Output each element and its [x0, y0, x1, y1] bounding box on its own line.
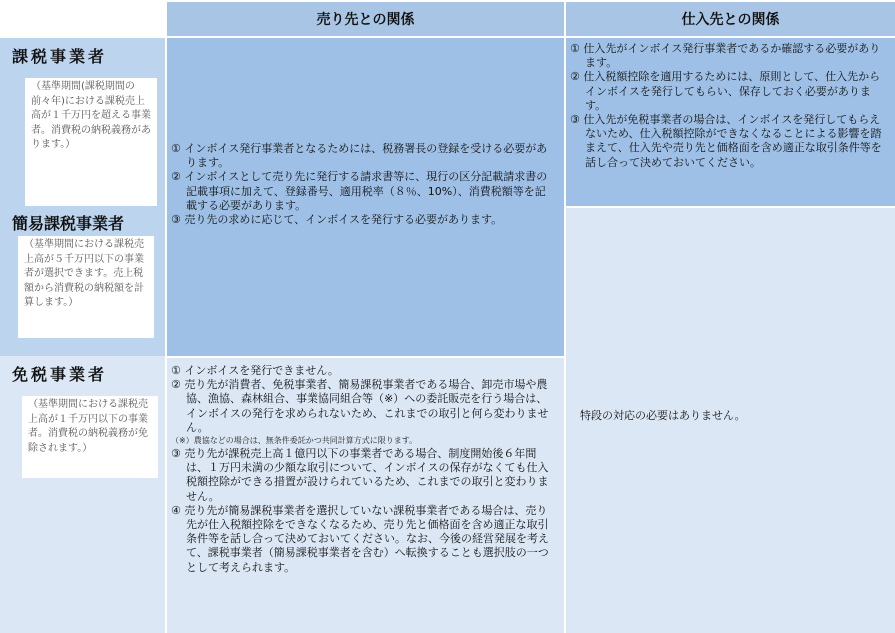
list-item: ③ 売り先の求めに応じて、インボイスを発行する必要があります。 — [171, 213, 503, 227]
list-item: ② 売り先が消費者、免税事業者、簡易課税事業者である場合、卸売市場や農協、漁協、森林組合、事業協同組合等（※）への委託販売を行う場合は、インボイスの発行を求められないため、これまでの取引と何ら変わりません。 — [171, 378, 549, 434]
list-item: ② 仕入税額控除を適用するためには、原則として、仕入先からインボイスを発行してもらい、保存しておく必要があります。 — [570, 70, 881, 112]
header-blank — [0, 0, 167, 36]
list-item: ③ 売り先が課税売上高１億円以下の事業者である場合、制度開始後６年間は、１万円未満の少額な取引について、インボイスの保存がなくても仕入税額控除ができる措置が設けられているため、これまでの取引と変わりません。 — [171, 447, 549, 503]
exempt-note: （基準期間における課税売上高が１千万円以下の事業者。消費税の納税義務が免除されます。） — [22, 396, 158, 478]
exempt-sell-cell — [167, 358, 564, 633]
buy-relation-cell — [566, 38, 895, 206]
list-item: ② インボイスとして売り先に発行する請求書等に、現行の区分記載請求書の記載事項に加えて、登録番号、適用税率（８％、10%）、消費税額等を記載する必要があります。 — [171, 170, 548, 212]
header-buy-relation: 仕入先との関係 — [566, 2, 895, 36]
exempt-sell-list — [171, 364, 555, 575]
footnote: （※）農協などの場合は、無条件委託かつ共同計算方式に限ります。 — [171, 436, 418, 446]
taxable-note: （基準期間(課税期間の前々年)における課税売上高が１千万円を超える事業者。消費税の納税義務があります。） — [25, 78, 157, 218]
row-exempt — [0, 356, 165, 633]
row-simplified — [0, 206, 165, 356]
exempt-label: 免税事業者 — [12, 365, 108, 384]
taxable-sell-list — [171, 142, 555, 227]
header-sell-relation: 売り先との関係 — [167, 2, 564, 36]
exempt-buy-text: 特段の対応の必要はありません。 — [580, 409, 746, 422]
list-item: ① インボイスを発行できません。 — [171, 364, 339, 377]
row-taxable — [0, 38, 165, 206]
list-item: ④ 売り先が簡易課税事業者を選択していない課税事業者である場合は、売り先が仕入税額控除をできなくなるため、売り先と価格面を含め適正な取引条件等を話し合って決めておいてください。なお、今後の経営発展を考えて、課税事業者（簡易課税事業者を含む）へ転換することも選択肢の一つとして考えられます。 — [171, 503, 549, 574]
taxable-sell-cell — [167, 38, 564, 356]
buy-relation-list — [570, 42, 886, 170]
list-item: ① 仕入先がインボイス発行事業者であるか確認する必要があります。 — [570, 42, 881, 70]
exempt-buy-cell — [566, 208, 895, 633]
simplified-label: 簡易課税事業者 — [12, 214, 125, 233]
list-item: ① インボイス発行事業者となるためには、税務署長の登録を受ける必要があります。 — [171, 142, 548, 170]
taxable-label: 課税事業者 — [12, 47, 108, 66]
simplified-note: （基準期間における課税売上高が５千万円以下の事業者が選択できます。売上税額から消費税の納税額を計算します。） — [18, 236, 154, 338]
list-item: ③ 仕入先が免税事業者の場合は、インボイスを発行してもらえないため、仕入税額控除ができなくなることによる影響を踏まえて、仕入先や売り先と価格面を含め適正な取引条件等を話し合って決めておいてください。 — [570, 113, 882, 169]
